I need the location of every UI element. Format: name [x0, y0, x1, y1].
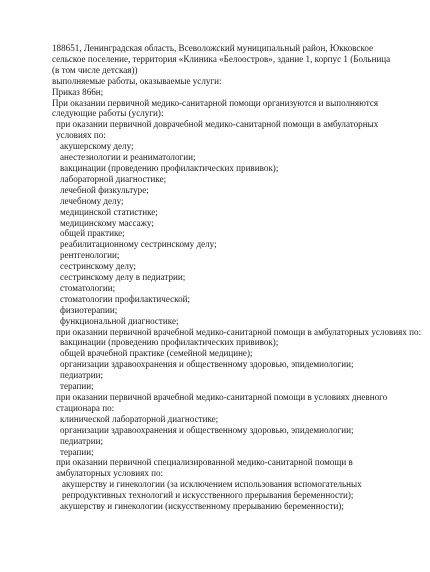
list-item: функциональной диагностике; [60, 315, 179, 326]
section-title: при оказании первичной специализированной медико-санитарной помощи в амбулаторных условиях по: [56, 457, 353, 479]
list-item: вакцинации (проведению профилактических прививок); [60, 337, 279, 348]
list-item: физиотерапии; [60, 304, 118, 315]
list-item: терапии; [60, 381, 94, 392]
list-item: организации здравоохранения и общественному здоровью, эпидемиологии; [60, 424, 354, 435]
list-item: медицинской статистике; [60, 206, 158, 217]
list-item: акушерскому делу; [60, 141, 134, 152]
list-item: организации здравоохранения и общественному здоровью, эпидемиологии; [60, 359, 354, 370]
list-item: терапии; [60, 446, 94, 457]
list-item: лечебному делу; [60, 195, 124, 206]
list-item: реабилитационному сестринскому делу; [60, 239, 217, 250]
list-item: клинической лабораторной диагностике; [60, 413, 219, 424]
list-item: педиатрии; [60, 370, 103, 381]
address-text: 188651, Ленинградская область, Всеволожский муниципальный район, Юкковское сельское поселение, территория «Клиника «Белоостров», здание 1, корпус 1 (Больница (в том числе детская)) [52, 43, 391, 75]
intro-paragraph: При оказании первичной медико-санитарной помощи организуются и выполняются следующие работы (услуги): [52, 97, 379, 119]
order-reference: Приказ 866н; [52, 86, 104, 97]
list-item: медицинскому массажу; [60, 217, 154, 228]
list-item: вакцинации (проведению профилактических прививок); [60, 162, 279, 173]
list-item: сестринскому делу; [60, 261, 136, 272]
section-title: при оказании первичной доврачебной медико-санитарной помощи в амбулаторных условиях по: [56, 119, 379, 141]
list-item: стоматологии профилактической; [60, 293, 191, 304]
services-heading: выполняемые работы, оказываемые услуги: [52, 75, 222, 86]
list-item: сестринскому делу в педиатрии; [60, 272, 186, 283]
list-item: акушерству и гинекологии (искусственному прерыванию беременности); [60, 501, 344, 512]
list-item: акушерству и гинекологии (за исключением использования вспомогательных репродуктивных технологий и искусственного прерывания беременности); [62, 479, 362, 501]
list-item: стоматологии; [60, 282, 116, 293]
list-item: лабораторной диагностике; [60, 173, 167, 184]
list-item: рентгенологии; [60, 250, 120, 261]
section-title: при оказании первичной врачебной медико-санитарной помощи в условиях дневного стационара по: [56, 392, 388, 413]
list-item: анестезиологии и реаниматологии; [60, 152, 196, 163]
list-item: общей врачебной практике (семейной медицине); [60, 348, 253, 359]
list-item: общей практике; [60, 228, 125, 239]
list-item: педиатрии; [60, 435, 103, 446]
section-title: при оказании первичной врачебной медико-санитарной помощи в амбулаторных условиях по: [56, 326, 422, 337]
list-item: лечебной физкультуре; [60, 184, 149, 195]
